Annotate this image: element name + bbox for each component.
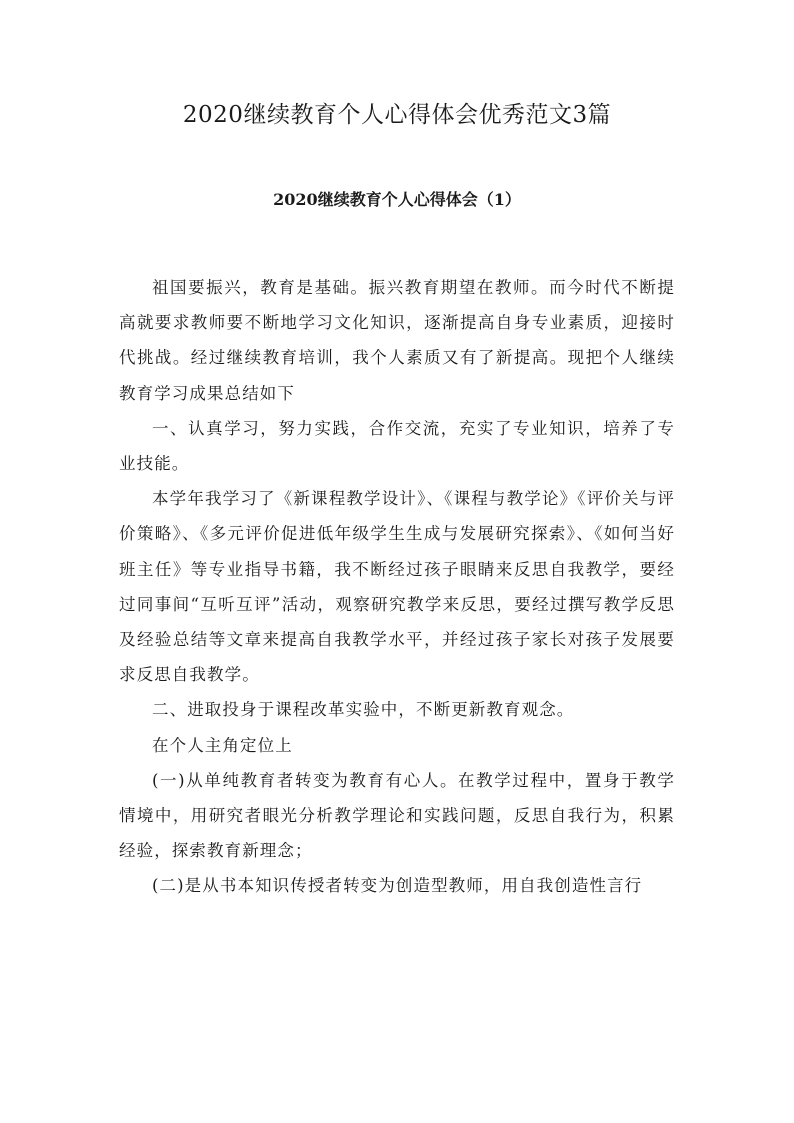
body-paragraph: 二、进取投身于课程改革实验中，不断更新教育观念。 (152, 700, 575, 720)
section-title: 2020继续教育个人心得体会（1） (273, 190, 521, 209)
body-paragraph: 一、认真学习，努力实践，合作交流，充实了专业知识，培养了专业技能。 (119, 418, 675, 474)
body-paragraph: (一)从单纯教育者转变为教育有心人。在教学过程中，置身于教学情境中，用研究者眼光分析教学理论和实践问题，反思自我行为，积累经验，探索教育新理念； (119, 770, 675, 861)
document-body (119, 270, 675, 904)
document-title: 2020继续教育个人心得体会优秀范文3篇 (182, 102, 612, 128)
body-paragraph: 祖国要振兴，教育是基础。振兴教育期望在教师。而今时代不断提高就要求教师要不断地学习文化知识，逐渐提高自身专业素质，迎接时代挑战。经过继续教育培训，我个人素质又有了新提高。现把个人继续教育学习成果总结如下 (119, 278, 675, 403)
body-paragraph: 本学年我学习了《新课程教学设计》、《课程与教学论》《评价关与评价策略》、《多元评价促进低年级学生生成与发展研究探索》、《如何当好班主任》等专业指导书籍，我不断经过孩子眼睛来反思自我教学，要经过同事间“互听互评”活动，观察研究教学来反思，要经过撰写教学反思及经验总结等文章来提高自我教学水平，并经过孩子家长对孩子发展要求反思自我教学。 (119, 489, 675, 685)
body-paragraph: 在个人主角定位上 (152, 735, 293, 755)
body-paragraph: (二)是从书本知识传授者转变为创造型教师，用自我创造性言行 (152, 876, 643, 896)
